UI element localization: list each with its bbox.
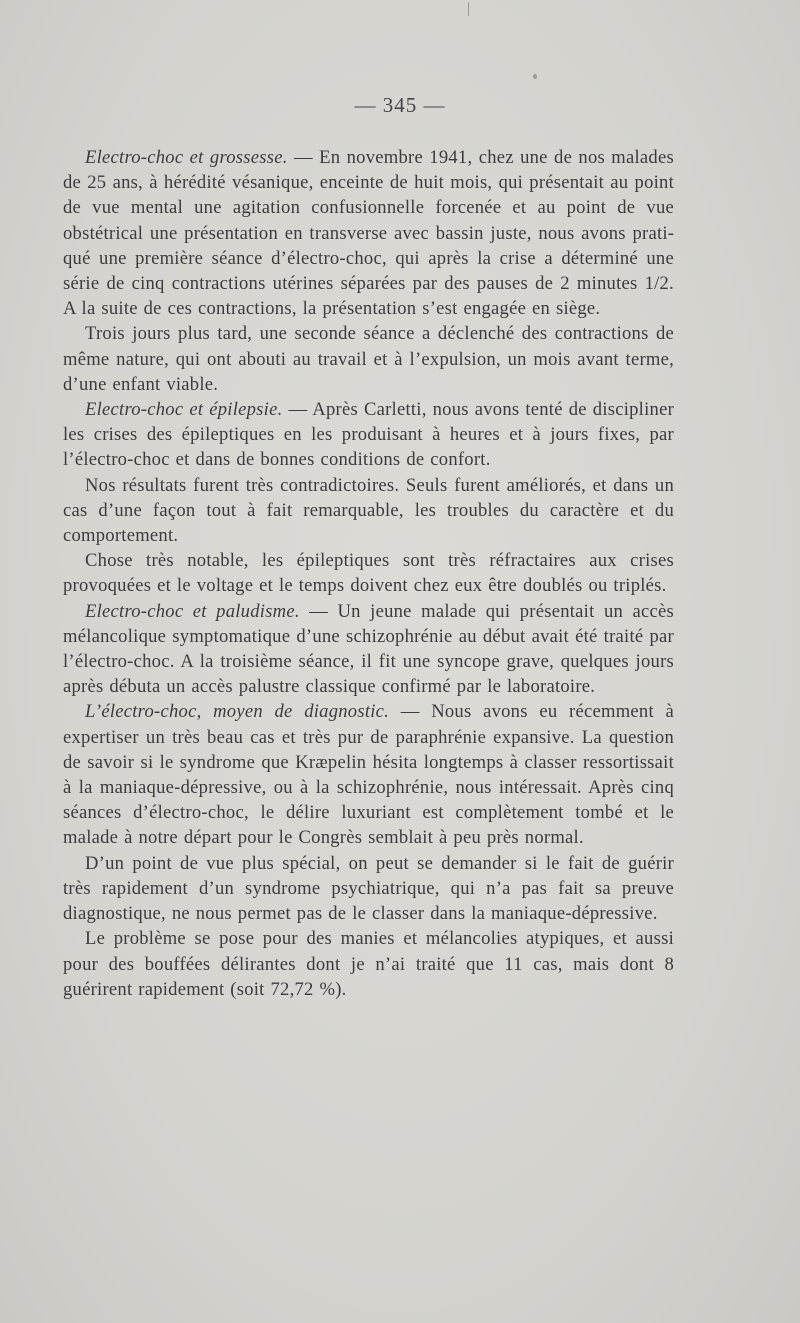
paragraph-text: Trois jours plus tard, une seconde séance a déclenché des contractions de même nature, qui ont abouti au travail et à l’expulsion, un mois avant terme, d’une enfant viable. (63, 323, 674, 395)
paragraph (63, 548, 674, 598)
paragraph-text: — En novembre 1941, chez une de nos malades de 25 ans, à hérédité vésanique, enceinte de huit mois, qui présentait au point de vue mental une agitation confusionnelle forcenée et au point de vue obstétrical une présentation en transverse avec bassin juste, nous avons pratiqué une première séance d’électro-choc, qui après la crise a déterminé une série de cinq contractions utérines séparées par des pauses de 2 minutes 1/2. A la suite de ces contractions, la présentation s’est engagée en siège. (63, 147, 674, 320)
paragraph (63, 851, 674, 927)
paragraph-text: — Un jeune malade qui présentait un accès mélancolique symptomatique d’une schizophrénie au début avait été traité par l’électro-choc. A la troisième séance, il fit une syncope grave, quelques jours après débuta un accès palustre classique confirmé par le laboratoire. (63, 600, 674, 698)
section-title: L’électro-choc, moyen de diagnostic. (85, 701, 390, 723)
paragraph-text: Le problème se pose pour des manies et mélancolies atypiques, et aussi pour des bouffées délirantes dont je n’ai traité que 11 cas, mais dont 8 guérirent rapidement (soit 72,72 %). (63, 928, 674, 1000)
print-speck (533, 74, 537, 79)
paragraph-text: — Après Carletti, nous avons tenté de discipliner les crises des épileptiques en les produisant à heures et à jours fixes, par l’électro-choc et dans de bonnes conditions de confort. (63, 399, 675, 471)
paragraph-grossesse (63, 145, 674, 321)
paragraph (63, 473, 674, 549)
paragraph-text: D’un point de vue plus spécial, on peut se demander si le fait de guérir très rapidement d’un syndrome psychiatrique, qui n’a pas fait sa preuve diagnostique, ne nous permet pas de le classer dans la maniaque-dépressive. (63, 852, 674, 925)
section-title: Electro-choc et grossesse. (85, 147, 288, 168)
paragraph (63, 926, 674, 1002)
section-title: Electro-choc et épilepsie. (85, 399, 283, 421)
paragraph-text: Nos résultats furent très contradictoires. Seuls furent améliorés, et dans un cas d’une façon tout à fait remarquable, les troubles du caractère et du comportement. (63, 474, 674, 547)
print-speck (468, 2, 469, 16)
paragraph-diagnostic (63, 699, 674, 850)
paragraph-epilepsie (63, 397, 674, 473)
paragraph (63, 321, 674, 397)
body-text (63, 145, 674, 1002)
paragraph-text: Chose très notable, les épileptiques sont très réfractaires aux crises provoquées et le voltage et le temps doivent chez eux être doublés ou triplés. (63, 550, 674, 597)
page-number: — 345 — (354, 93, 446, 117)
paragraph-paludisme (63, 599, 674, 700)
section-title: Electro-choc et paludisme. (85, 600, 300, 622)
paragraph-text: — Nous avons eu récemment à expertiser un très beau cas et très pur de paraphrénie expansive. La question de savoir si le syndrome que Kræpelin hésita longtemps à classer ressortissait à la maniaque-dépressive, ou à la schizophrénie, nous intéressait. Après cinq séances d’électro-choc, le délire luxuriant est complètement tombé et le malade à notre départ pour le Congrès semblait à peu près normal. (63, 701, 675, 849)
